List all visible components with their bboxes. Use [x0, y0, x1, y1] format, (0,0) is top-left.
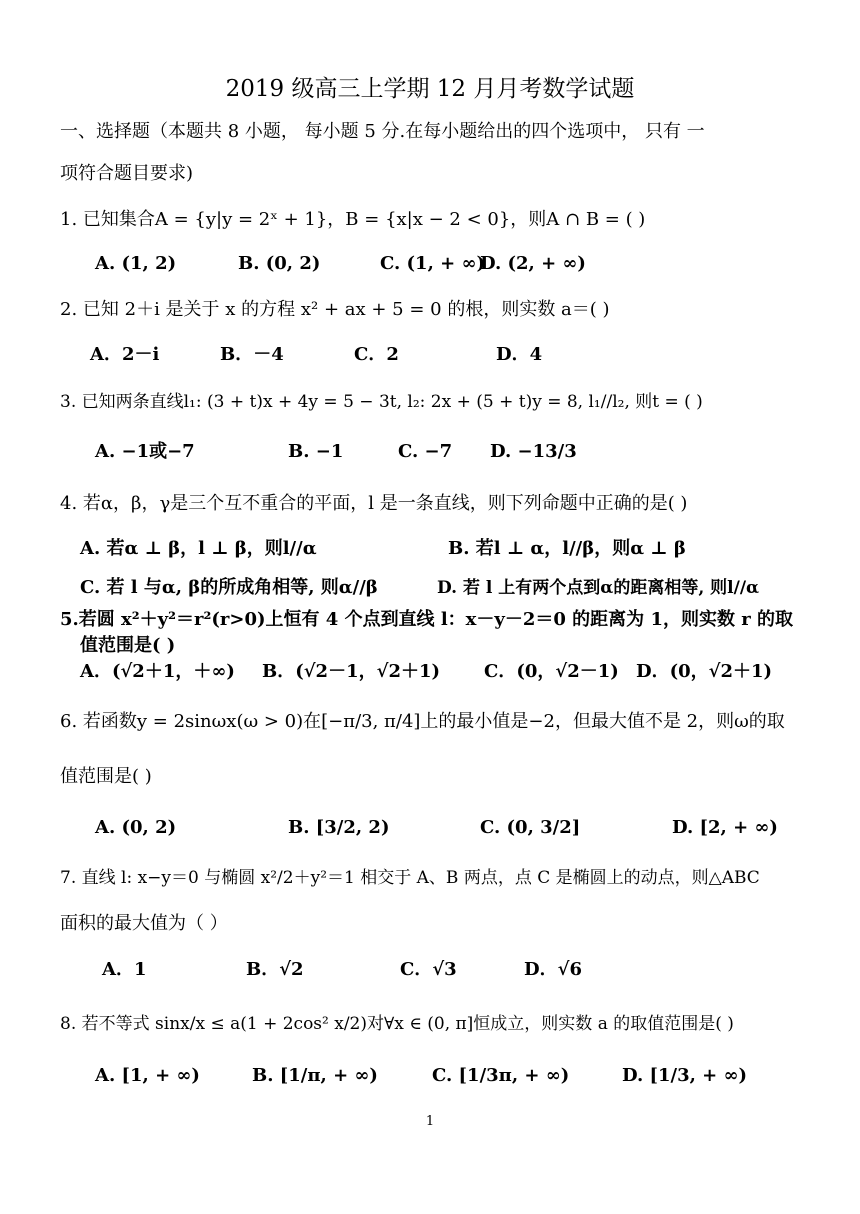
question-8: 8. 若不等式 sinx/x ≤ a(1 + 2cos² x/2)对∀x ∈ (0, π]恒成立，则实数 a 的取值范围是( ) [60, 1014, 734, 1034]
q8-option-d: D. [1/3, + ∞) [622, 1065, 748, 1086]
question-5-cont: 值范围是( ) [80, 635, 176, 656]
question-5: 5.若圆 x²＋y²＝r²(r>0)上恒有 4 个点到直线 l：x－y－2＝0 的距离为 1，则实数 r 的取 [60, 609, 793, 630]
q6-option-d: D. [2, + ∞) [672, 817, 778, 838]
question-6-cont: 值范围是( ) [60, 766, 152, 787]
q8-option-a: A. [1, + ∞) [95, 1065, 200, 1086]
q4-option-c: C. 若 l 与α, β的所成角相等, 则α//β [80, 577, 378, 598]
q2-option-d: D．4 [496, 344, 543, 365]
q4-option-d: D. 若 l 上有两个点到α的距离相等, 则l//α [437, 578, 760, 598]
q4-option-b: B. 若l ⊥ α，l//β，则α ⊥ β [448, 538, 686, 559]
question-2: 2. 已知 2＋i 是关于 x 的方程 x² + ax + 5 = 0 的根，则实数 a＝( ) [60, 299, 610, 320]
q6-option-b: B. [3/2, 2) [288, 817, 390, 838]
page-title: 2019 级高三上学期 12 月月考数学试题 [225, 76, 635, 102]
q3-option-d: D. −13/3 [490, 441, 577, 462]
section-heading-line2: 项符合题目要求) [60, 163, 194, 184]
q5-option-d: D．(0，√2＋1) [636, 661, 773, 682]
q2-option-a: A．2－i [90, 344, 160, 365]
q3-option-c: C. −7 [398, 441, 453, 462]
q1-option-c: C. (1, + ∞) [380, 253, 485, 274]
q6-option-c: C. (0, 3/2] [480, 817, 581, 838]
section-heading-line1: 一、选择题（本题共 8 小题， 每小题 5 分.在每小题给出的四个选项中， 只有 一 [60, 121, 705, 142]
question-7-cont: 面积的最大值为（ ） [60, 913, 228, 934]
question-1: 1. 已知集合A = {y|y = 2ˣ + 1}，B = {x|x − 2 < 0}，则A ∩ B = ( ) [60, 209, 646, 230]
q2-option-b: B．－4 [220, 344, 284, 365]
q7-option-c: C．√3 [400, 959, 457, 980]
q2-option-c: C．2 [354, 344, 399, 365]
q3-option-a: A. −1或−7 [95, 441, 195, 462]
q8-option-b: B. [1/π, + ∞) [252, 1065, 378, 1086]
q5-option-a: A．(√2＋1，＋∞) [80, 661, 235, 682]
q5-option-b: B．(√2－1，√2＋1) [262, 661, 441, 682]
q6-option-a: A. (0, 2) [95, 817, 177, 838]
q1-option-a: A. (1, 2) [95, 253, 177, 274]
page-number: 1 [425, 1114, 435, 1129]
question-4: 4. 若α，β，γ是三个互不重合的平面，l 是一条直线，则下列命题中正确的是( ) [60, 493, 688, 514]
q5-option-c: C．(0，√2－1) [484, 661, 619, 682]
question-7: 7. 直线 l: x−y＝0 与椭圆 x²/2＋y²＝1 相交于 A、B 两点，点 C 是椭圆上的动点，则△ABC [60, 868, 760, 888]
q1-option-d: D. (2, + ∞) [480, 253, 586, 274]
q4-option-a: A. 若α ⊥ β，l ⊥ β，则l//α [80, 538, 317, 559]
question-6: 6. 若函数y = 2sinωx(ω > 0)在[−π/3, π/4]上的最小值是−2，但最大值不是 2，则ω的取 [60, 711, 785, 732]
q3-option-b: B. −1 [288, 441, 344, 462]
q7-option-a: A．1 [102, 959, 147, 980]
q7-option-b: B．√2 [246, 959, 304, 980]
question-3: 3. 已知两条直线l₁: (3 + t)x + 4y = 5 − 3t, l₂: 2x + (5 + t)y = 8, l₁//l₂, 则t = ( ) [60, 392, 703, 412]
q8-option-c: C. [1/3π, + ∞) [432, 1065, 570, 1086]
q7-option-d: D．√6 [524, 959, 582, 980]
q1-option-b: B. (0, 2) [238, 253, 321, 274]
